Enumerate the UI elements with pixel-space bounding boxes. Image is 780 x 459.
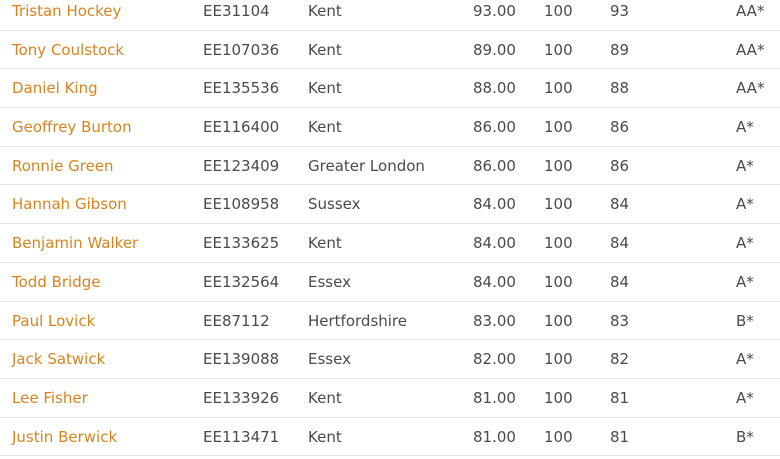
percentage: 86 bbox=[610, 156, 630, 175]
percentage: 81 bbox=[610, 427, 630, 446]
competitor-name-link[interactable]: Daniel King bbox=[12, 79, 98, 98]
competitor-name-link[interactable]: Tristan Hockey bbox=[12, 2, 122, 20]
county: Hertfordshire bbox=[308, 311, 407, 330]
percentage: 88 bbox=[610, 79, 630, 98]
grade: AA* bbox=[736, 40, 765, 59]
table-row bbox=[0, 147, 780, 186]
table-row bbox=[0, 340, 780, 379]
max-score: 100 bbox=[544, 156, 573, 175]
score: 81.00 bbox=[473, 388, 516, 407]
table-row bbox=[0, 418, 780, 457]
percentage: 81 bbox=[610, 388, 630, 407]
table-row bbox=[0, 0, 780, 31]
competitor-id: EE132564 bbox=[203, 272, 280, 291]
score: 86.00 bbox=[473, 156, 516, 175]
competitor-id: EE123409 bbox=[203, 156, 280, 175]
score: 81.00 bbox=[473, 427, 516, 446]
competitor-name-link[interactable]: Benjamin Walker bbox=[12, 234, 139, 253]
competitor-name-link[interactable]: Todd Bridge bbox=[12, 272, 101, 291]
table-row bbox=[0, 185, 780, 224]
county: Kent bbox=[308, 427, 342, 446]
table-row bbox=[0, 302, 780, 341]
grade: A* bbox=[736, 388, 754, 407]
max-score: 100 bbox=[544, 2, 573, 20]
max-score: 100 bbox=[544, 40, 573, 59]
competitor-name-link[interactable]: Jack Satwick bbox=[12, 350, 106, 369]
competitor-id: EE113471 bbox=[203, 427, 280, 446]
competitor-name-link[interactable]: Hannah Gibson bbox=[12, 195, 127, 214]
max-score: 100 bbox=[544, 118, 573, 137]
score: 83.00 bbox=[473, 311, 516, 330]
competitor-name-link[interactable]: Tony Coulstock bbox=[12, 40, 125, 59]
competitor-id: EE135536 bbox=[203, 79, 280, 98]
county: Kent bbox=[308, 388, 342, 407]
competitor-id: EE139088 bbox=[203, 350, 280, 369]
max-score: 100 bbox=[544, 272, 573, 291]
max-score: 100 bbox=[544, 311, 573, 330]
table-row bbox=[0, 379, 780, 418]
percentage: 89 bbox=[610, 40, 630, 59]
max-score: 100 bbox=[544, 79, 573, 98]
county: Kent bbox=[308, 79, 342, 98]
county: Kent bbox=[308, 234, 342, 253]
county: Kent bbox=[308, 2, 342, 20]
competitor-name-link[interactable]: Ronnie Green bbox=[12, 156, 114, 175]
score: 89.00 bbox=[473, 40, 516, 59]
grade: A* bbox=[736, 156, 754, 175]
percentage: 83 bbox=[610, 311, 630, 330]
competitor-id: EE108958 bbox=[203, 195, 280, 214]
grade: AA* bbox=[736, 2, 765, 20]
grade: A* bbox=[736, 272, 754, 291]
percentage: 84 bbox=[610, 195, 630, 214]
competitor-id: EE133926 bbox=[203, 388, 280, 407]
competitor-id: EE133625 bbox=[203, 234, 280, 253]
percentage: 93 bbox=[610, 2, 630, 20]
max-score: 100 bbox=[544, 350, 573, 369]
competitor-name-link[interactable]: Lee Fisher bbox=[12, 388, 88, 407]
table-row bbox=[0, 31, 780, 70]
competitor-name-link[interactable]: Justin Berwick bbox=[12, 427, 118, 446]
score: 93.00 bbox=[473, 2, 516, 20]
percentage: 82 bbox=[610, 350, 630, 369]
table-row bbox=[0, 69, 780, 108]
score: 88.00 bbox=[473, 79, 516, 98]
max-score: 100 bbox=[544, 427, 573, 446]
score: 84.00 bbox=[473, 272, 516, 291]
table-row bbox=[0, 263, 780, 302]
county: Essex bbox=[308, 350, 351, 369]
county: Sussex bbox=[308, 195, 361, 214]
county: Essex bbox=[308, 272, 351, 291]
competitor-name-link[interactable]: Geoffrey Burton bbox=[12, 118, 132, 137]
table-row bbox=[0, 108, 780, 147]
percentage: 84 bbox=[610, 234, 630, 253]
score: 86.00 bbox=[473, 118, 516, 137]
max-score: 100 bbox=[544, 388, 573, 407]
percentage: 84 bbox=[610, 272, 630, 291]
competitor-name-link[interactable]: Paul Lovick bbox=[12, 311, 96, 330]
grade: B* bbox=[736, 427, 754, 446]
score: 84.00 bbox=[473, 234, 516, 253]
grade: A* bbox=[736, 350, 754, 369]
percentage: 86 bbox=[610, 118, 630, 137]
competitor-id: EE116400 bbox=[203, 118, 280, 137]
grade: A* bbox=[736, 118, 754, 137]
grade: AA* bbox=[736, 79, 765, 98]
grade: B* bbox=[736, 311, 754, 330]
competitor-id: EE31104 bbox=[203, 2, 270, 20]
county: Kent bbox=[308, 40, 342, 59]
table-row bbox=[0, 224, 780, 263]
grade: A* bbox=[736, 234, 754, 253]
competitor-id: EE87112 bbox=[203, 311, 270, 330]
county: Greater London bbox=[308, 156, 425, 175]
grade: A* bbox=[736, 195, 754, 214]
max-score: 100 bbox=[544, 195, 573, 214]
county: Kent bbox=[308, 118, 342, 137]
max-score: 100 bbox=[544, 234, 573, 253]
competitor-id: EE107036 bbox=[203, 40, 280, 59]
score: 84.00 bbox=[473, 195, 516, 214]
score: 82.00 bbox=[473, 350, 516, 369]
